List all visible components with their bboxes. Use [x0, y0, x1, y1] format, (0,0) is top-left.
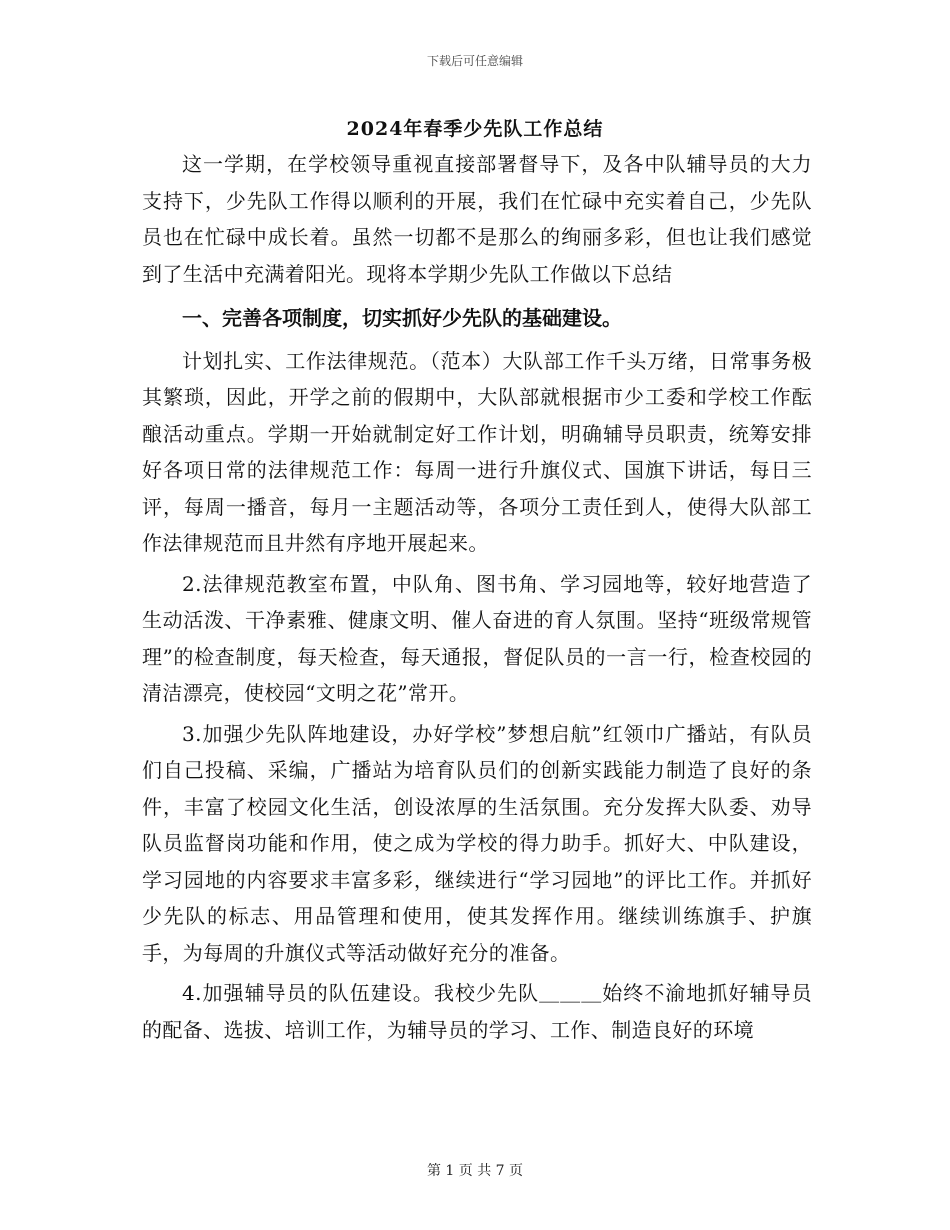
body-paragraph-2: 2.法律规范教室布置，中队角、图书角、学习园地等，较好地营造了生动活泼、干净素雅、健康文明、催人奋进的育人氛围。坚持“班级常规管理”的检查制度，每天检查，每天通报，督促队员的一言一行，检查校园的清洁漂亮，使校园“文明之花”常开。: [142, 571, 812, 705]
document-body: [142, 146, 812, 1048]
body-paragraph-1: 计划扎实、工作法律规范。（范本）大队部工作千头万绪，日常事务极其繁琐，因此，开学之前的假期中，大队部就根据市少工委和学校工作酝酿活动重点。学期一开始就制定好工作计划，明确辅导员职责，统筹安排好各项日常的法律规范工作：每周一进行升旗仪式、国旗下讲话，每日三评，每周一播音，每月一主题活动等，各项分工责任到人，使得大队部工作法律规范而且井然有序地开展起来。: [142, 348, 812, 555]
body-paragraph-4: 4.加强辅导员的队伍建设。我校少先队＿＿＿始终不渝地抓好辅导员的配备、选拔、培训工作，为辅导员的学习、工作、制造良好的环境: [142, 981, 812, 1042]
page-header-note: 下载后可任意编辑: [426, 54, 523, 68]
body-paragraph-3: 3.加强少先队阵地建设，办好学校”梦想启航”红领巾广播站，有队员们自己投稿、采编，广播站为培育队员们的创新实践能力制造了良好的条件，丰富了校园文化生活，创设浓厚的生活氛围。充分发挥大队委、劝导队员监督岗功能和作用，使之成为学校的得力助手。抓好大、中队建设，学习园地的内容要求丰富多彩，继续进行“学习园地”的评比工作。并抓好少先队的标志、用品管理和使用，使其发挥作用。继续训练旗手、护旗手，为每周的升旗仪式等活动做好充分的准备。: [142, 721, 812, 965]
section-heading: 一、完善各项制度，切实抓好少先队的基础建设。: [182, 306, 622, 330]
document-title: 2024年春季少先队工作总结: [346, 118, 604, 140]
intro-paragraph: 这一学期，在学校领导重视直接部署督导下，及各中队辅导员的大力支持下，少先队工作得以顺利的开展，我们在忙碌中充实着自己，少先队员也在忙碌中成长着。虽然一切都不是那么的绚丽多彩，但也让我们感觉到了生活中充满着阳光。现将本学期少先队工作做以下总结: [142, 152, 812, 286]
page-number-footer: 第 1 页 共 7 页: [426, 1163, 524, 1179]
